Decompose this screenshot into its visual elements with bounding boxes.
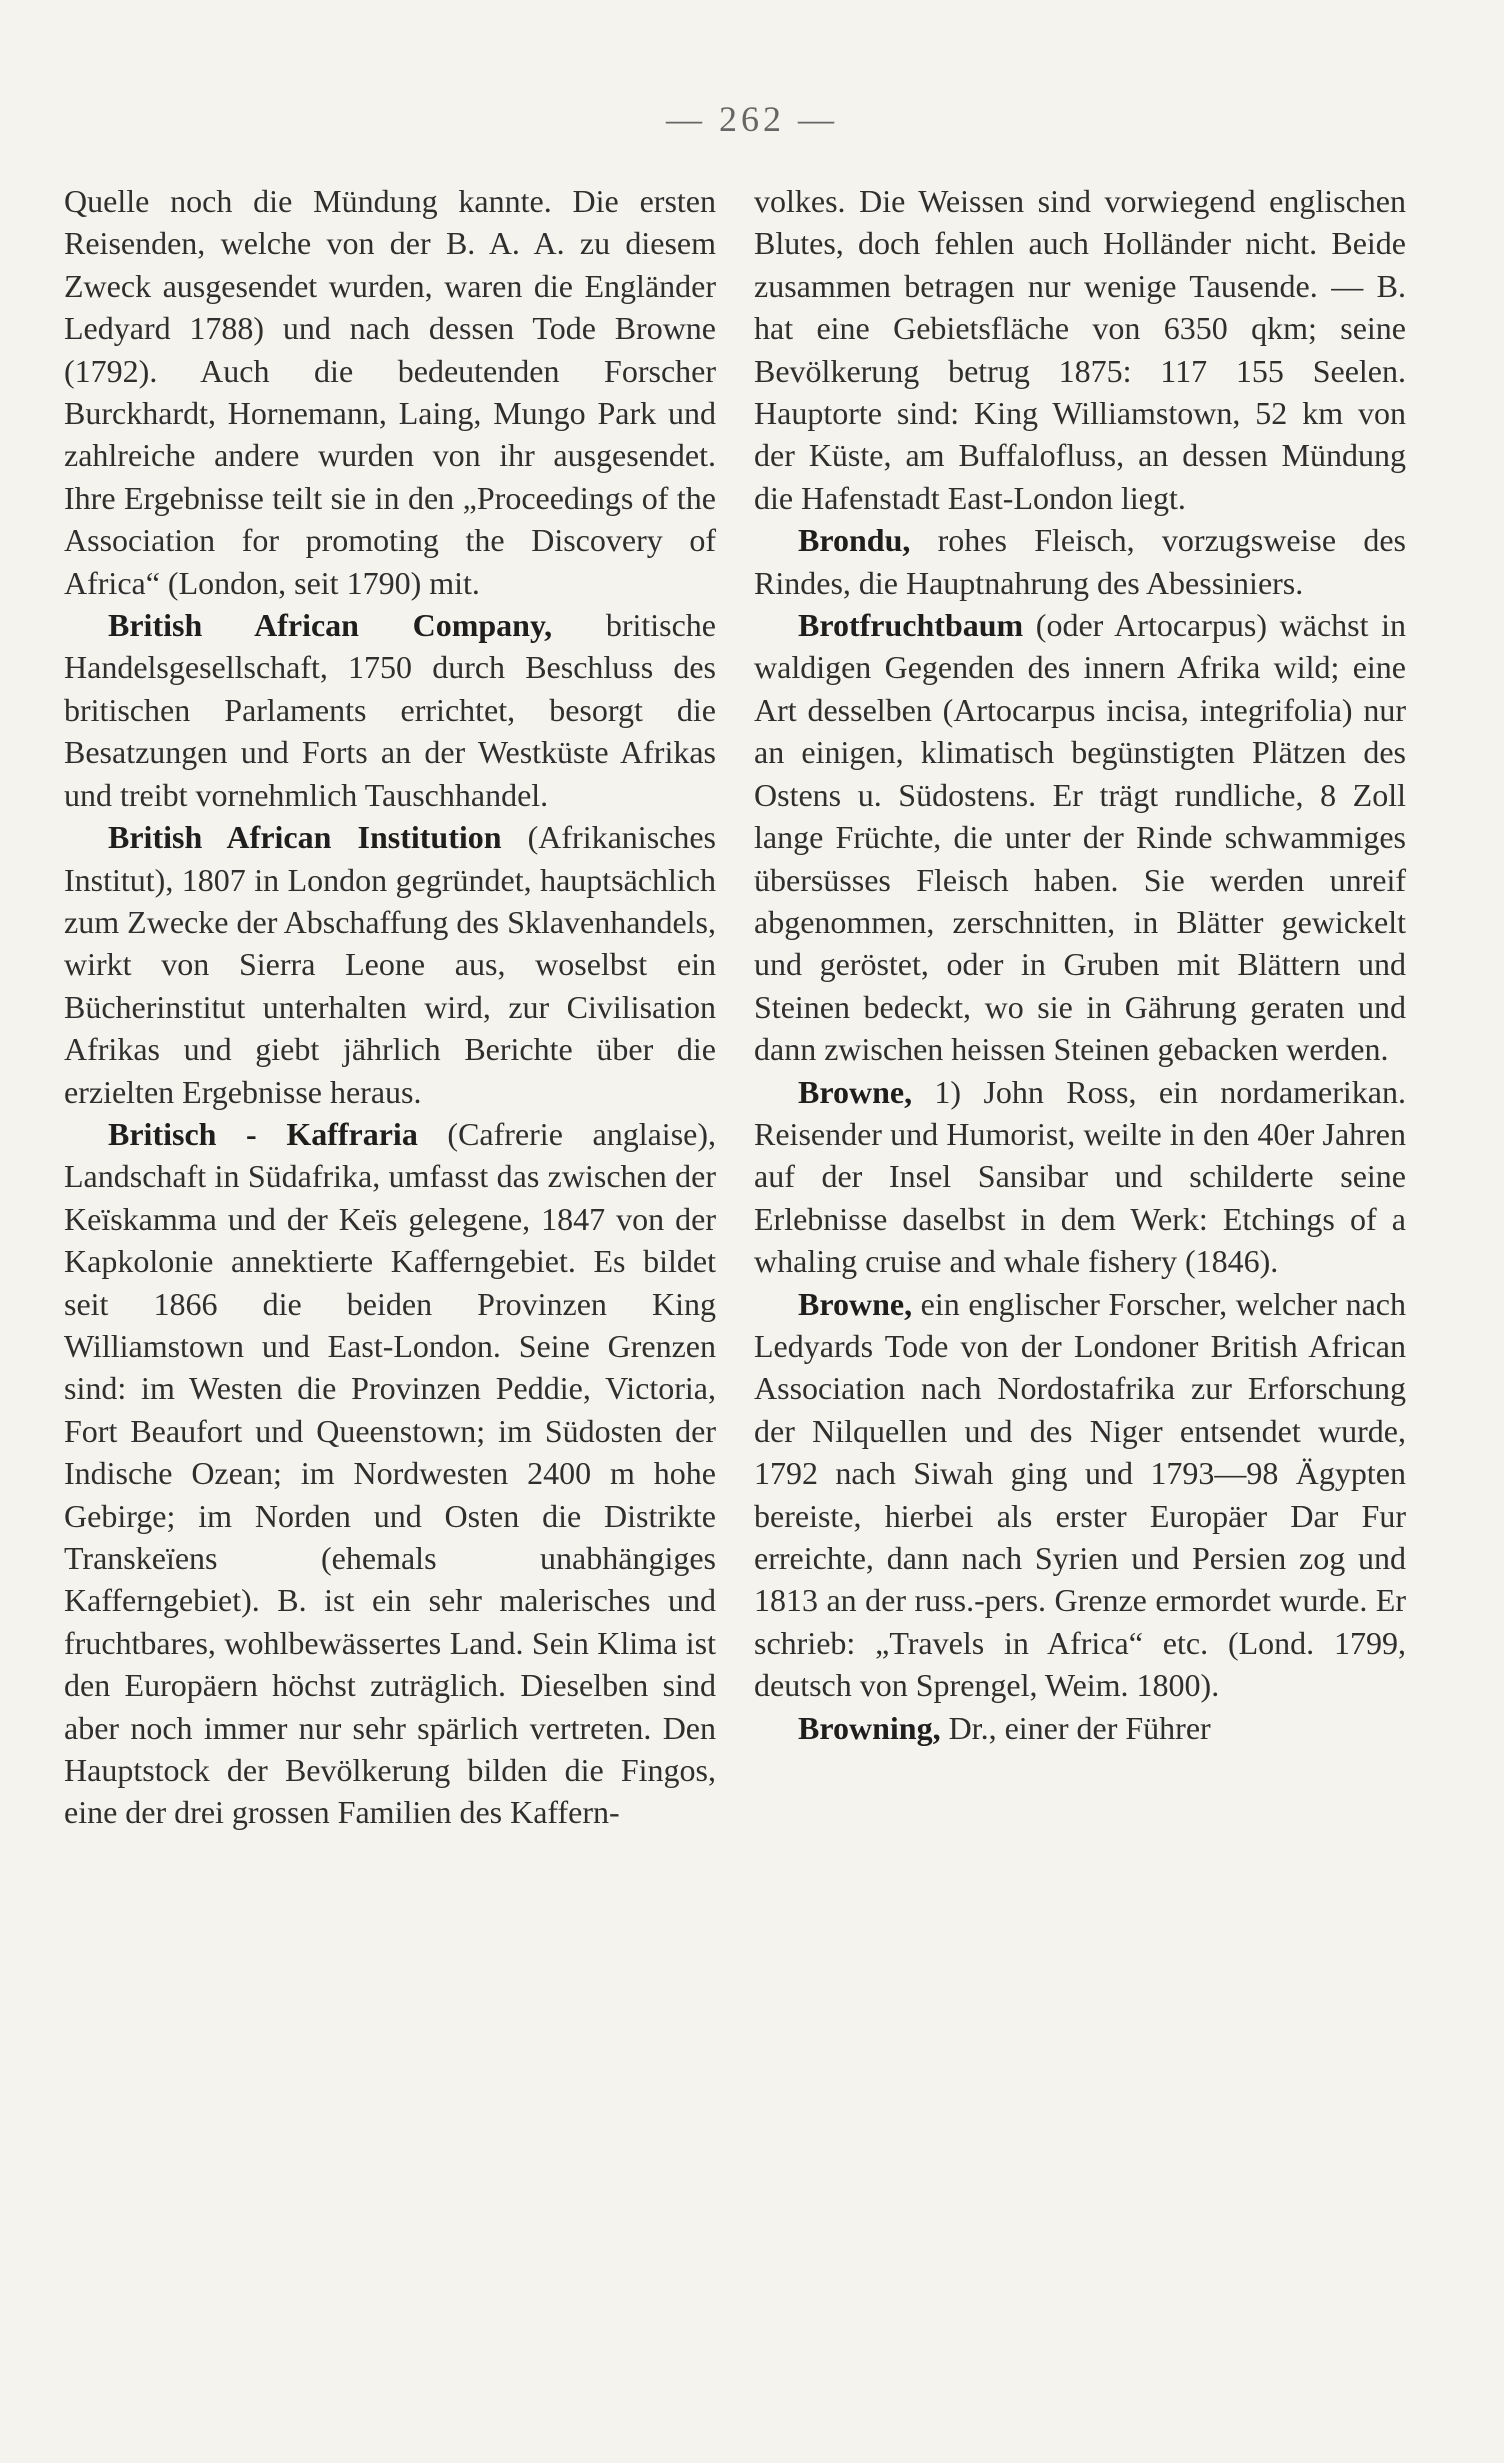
entry-text: (oder Artocarpus) wächst in waldigen Gegenden des innern Afrika wild; eine Art desselben (Artocarpus incisa, integrifolia) nur an einigen, klimatisch begünstigten Plätzen des Ostens u. Südostens. Er trägt rundliche, 8 Zoll lange Früchte, die unter der Rinde schwammiges übersüsses Fleisch haben. Sie werden unreif abgenommen, zerschnitten, in Blätter gewickelt und geröstet, oder in Gruben mit Blättern und Steinen bedeckt, wo sie in Gährung geraten und dann zwischen heissen Steinen gebacken werden. <box>754 607 1406 1068</box>
entry-text: (Cafrerie anglaise), Landschaft in Südafrika, umfasst das zwischen der Keïskamma und der Keïs gelegene, 1847 von der Kapkolonie annektierte Kafferngebiet. Es bildet seit 1866 die beiden Provinzen King Williamstown und East-London. Seine Grenzen sind: im Westen die Provinzen Peddie, Victoria, Fort Beaufort und Queenstown; im Südosten der Indische Ozean; im Nordwesten 2400 m hohe Gebirge; im Norden und Osten die Distrikte Transkeïens (ehemals unabhängiges Kafferngebiet). B. ist ein sehr malerisches und fruchtbares, wohlbewässertes Land. Sein Klima ist den Europäern höchst zuträglich. Dieselben sind aber noch immer nur sehr spärlich vertreten. Den Hauptstock der Bevölkerung bilden die Fingos, eine der drei grossen Familien des Kaffern- <box>64 1115 716 1831</box>
entry-text: rohes Fleisch, vorzugsweise des Rindes, die Hauptnahrung des Abessiniers. <box>754 522 1406 601</box>
entry-headword: Browne, <box>798 1285 913 1322</box>
right-column <box>754 180 1406 1749</box>
entry-headword: Browning, <box>798 1709 941 1746</box>
entry-text: ein englischer Forscher, welcher nach Ledyards Tode von der Londoner British African Association nach Nordostafrika zur Erforschung der Nilquellen und des Niger entsendet wurde, 1792 nach Siwah ging und 1793—98 Ägypten bereiste, hierbei als erster Europäer Dar Fur erreichte, dann nach Syrien und Persien zog und 1813 an der russ.-pers. Grenze ermordet wurde. Er schrieb: „Travels in Africa“ etc. (Lond. 1799, deutsch von Sprengel, Weim. 1800). <box>754 1285 1406 1704</box>
entry-text: Dr., einer der Führer <box>940 1709 1211 1746</box>
entry-text: 1) John Ross, ein nordamerikan. Reisender und Humorist, weilte in den 40er Jahren auf der Insel Sansibar und schilderte seine Erlebnisse daselbst in dem Werk: Etchings of a whaling cruise and whale fishery (1846). <box>754 1073 1406 1280</box>
entry-headword: British African Company, <box>108 607 553 644</box>
entry-text: (Afrikanisches Institut), 1807 in London gegründet, hauptsächlich zum Zwecke der Abschaffung des Sklavenhandels, wirkt von Sierra Leone aus, woselbst ein Bücherinstitut unterhalten wird, zur Civilisation Afrikas und giebt jährlich Berichte über die erzielten Ergebnisse heraus. <box>64 819 717 1110</box>
entry-britisch-kaffraria <box>64 1113 716 1834</box>
entry-headword: British African Institution <box>108 819 502 856</box>
entry-headword: Brotfruchtbaum <box>798 607 1024 644</box>
left-column <box>64 180 716 1834</box>
entry-text: britische Handelsgesellschaft, 1750 durch Beschluss des britischen Parlaments errichtet, besorgt die Besatzungen und Forts an der Westküste Afrikas und treibt vornehmlich Tauschhandel. <box>64 607 717 813</box>
entry-brotfruchtbaum <box>754 604 1406 1070</box>
entry-browne-john-ross <box>754 1071 1406 1283</box>
entry-headword: Browne, <box>798 1073 913 1110</box>
entry-browning <box>754 1707 1406 1749</box>
entry-headword: Britisch - Kaffraria <box>108 1115 418 1152</box>
entry-continuation <box>754 180 1406 519</box>
page-number: — 262 — <box>666 99 838 139</box>
entry-brondu <box>754 519 1406 604</box>
entry-headword: Brondu, <box>798 522 911 559</box>
entry-british-african-company <box>64 604 716 816</box>
entry-british-african-institution <box>64 816 716 1113</box>
entry-text: volkes. Die Weissen sind vorwiegend englischen Blutes, doch fehlen auch Holländer nicht. Beide zusammen betragen nur wenige Tausende. — B. hat eine Gebietsfläche von 6350 qkm; seine Bevölkerung betrug 1875: 117 155 Seelen. Hauptorte sind: King Williamstown, 52 km von der Küste, am Buffalofluss, an dessen Mündung die Hafenstadt East-London liegt. <box>754 183 1406 516</box>
entry-browne-forscher <box>754 1283 1406 1707</box>
entry-continuation <box>64 180 716 604</box>
entry-text: Quelle noch die Mündung kannte. Die ersten Reisenden, welche von der B. A. A. zu diesem Zweck ausgesendet wurden, waren die Engländer Ledyard 1788) und nach dessen Tode Browne (1792). Auch die bedeutenden Forscher Burckhardt, Hornemann, Laing, Mungo Park und zahlreiche andere wurden von ihr ausgesendet. Ihre Ergebnisse teilt sie in den „Proceedings of the Association for promoting the Discovery of Africa“ (London, seit 1790) mit. <box>64 183 716 601</box>
